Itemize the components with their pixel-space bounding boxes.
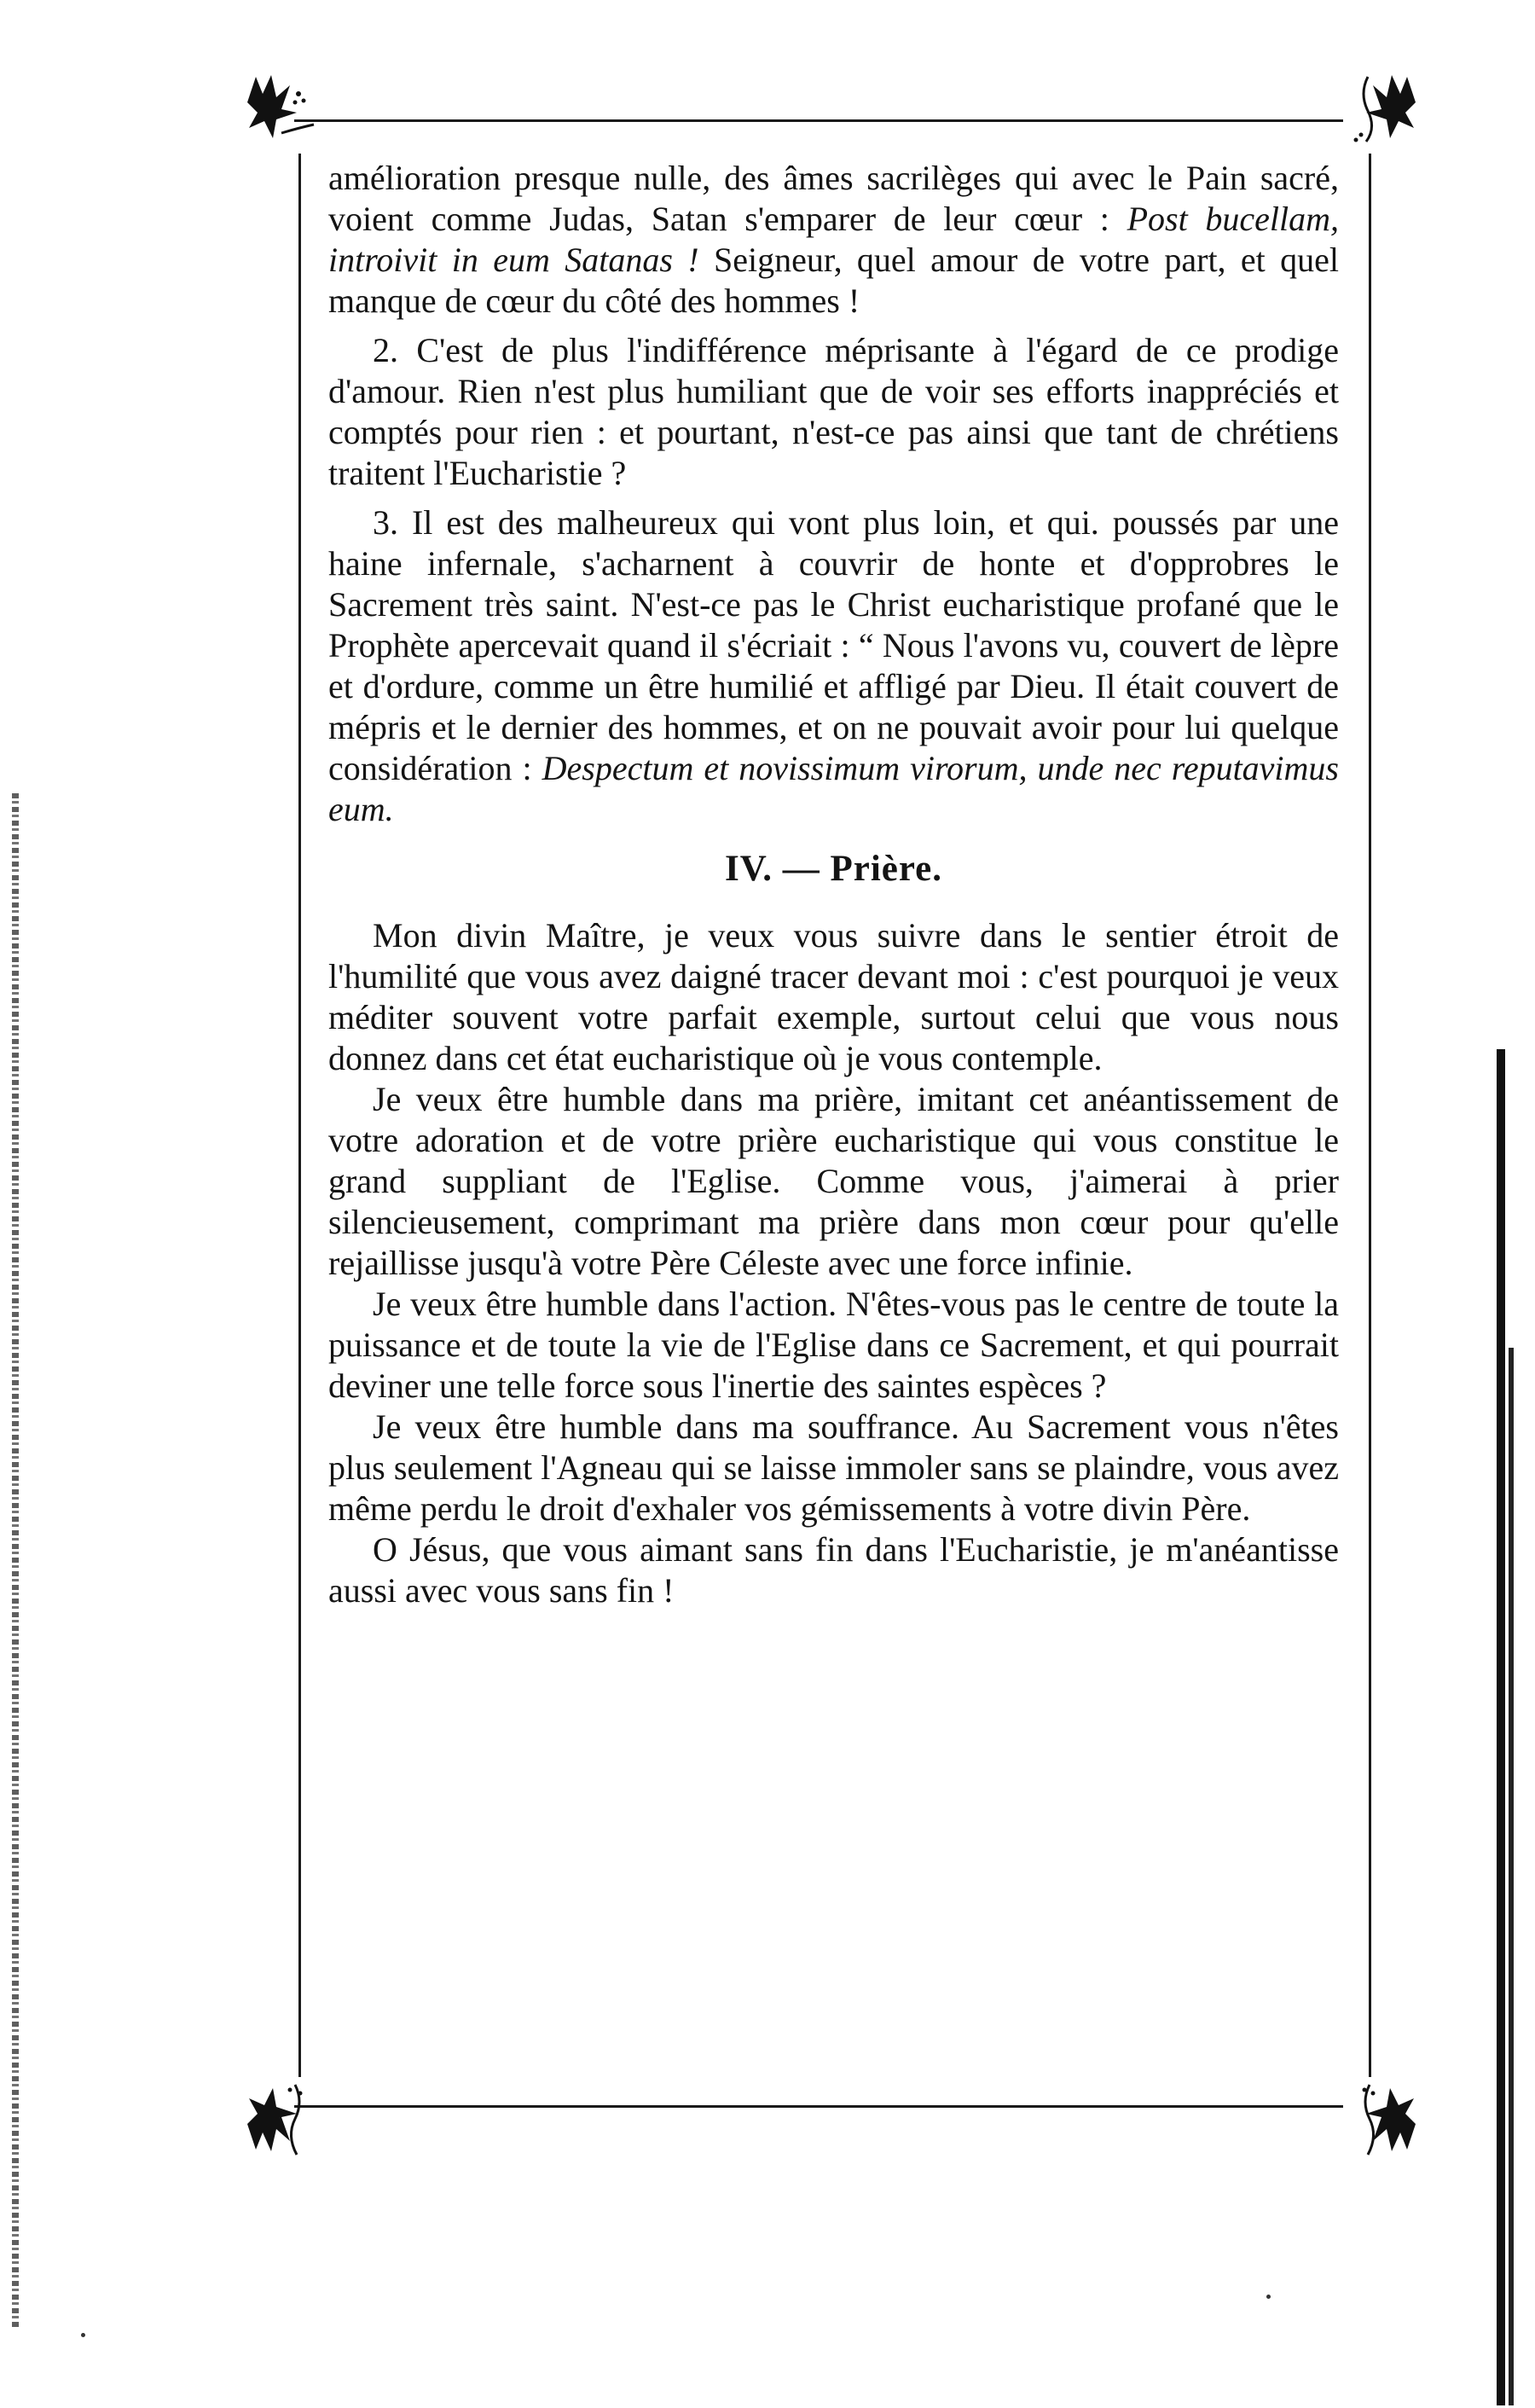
corner-ornament-bottom-right: [1347, 2081, 1424, 2158]
section-heading: IV. — Prière.: [724, 849, 943, 889]
scan-dot: [1266, 2295, 1271, 2299]
frame-bottom-rule: [294, 2105, 1343, 2108]
paragraph-continuation: [328, 158, 1339, 322]
scan-dot: [81, 2333, 85, 2337]
point-3-text: 3. Il est des malheureux qui vont plus loin, et qui. poussés par une haine infernale, s'acharnent à couvrir de honte et d'opprobres le Sacrement très saint. N'est-ce pas le Christ eucharistique profané que le Prophète apercevait quand il s'écriait : “ Nous l'avons vu, couvert de lèpre et d'ordure, comme un être humilié et affligé par Dieu. Il était couvert de mépris et le dernier des hommes, et on ne pouvait avoir pour lui quelque considération :: [328, 503, 1339, 787]
frame-left-rule: [298, 154, 301, 2077]
prayer-paragraph: Je veux être humble dans l'action. N'êtes-vous pas le centre de toute la puissance et de toute la vie de l'Eglise dans ce Sacrement, et qui pourrait deviner une telle force sous l'inertie des saintes espèces ?: [328, 1285, 1339, 1405]
point-3: [328, 502, 1339, 830]
corner-ornament-bottom-left: [239, 2081, 316, 2158]
frame-right-rule: [1369, 154, 1371, 2077]
scan-edge-left: [12, 793, 19, 2329]
scan-edge-right-inner: [1509, 1348, 1514, 2405]
point-3-latin: Despectum et novissimum virorum, unde nec reputavimus eum.: [328, 749, 1339, 828]
corner-ornament-top-right: [1347, 68, 1424, 145]
prayer-paragraph: Je veux être humble dans ma souffrance. Au Sacrement vous n'êtes plus seulement l'Agneau qui se laisse immoler sans se plaindre, vous avez même perdu le droit d'exhaler vos gémissements à votre divin Père.: [328, 1407, 1339, 1528]
continuation-text: amélioration presque nulle, des âmes sacrilèges qui avec le Pain sacré, voient comme Judas, Satan s'emparer de leur cœur :: [328, 159, 1339, 238]
continuation-text-end: Seigneur, quel amour de votre part, et quel manque de cœur du côté des hommes !: [328, 241, 1340, 320]
point-2: 2. C'est de plus l'indifférence méprisante à l'égard de ce prodige d'amour. Rien n'est plus humiliant que de voir ses efforts inappréciés et comptés pour rien : et pourtant, n'est-ce pas ainsi que tant de chrétiens traitent l'Eucharistie ?: [328, 331, 1339, 492]
corner-ornament-top-left: [239, 68, 316, 145]
scan-edge-right: [1497, 1049, 1505, 2405]
prayer-paragraph: O Jésus, que vous aimant sans fin dans l'Eucharistie, je m'anéantisse aussi avec vous sans fin !: [328, 1530, 1339, 1610]
prayer-paragraph: Je veux être humble dans ma prière, imitant cet anéantissement de votre adoration et de votre prière eucharistique qui vous constitue le grand suppliant de l'Eglise. Comme vous, j'aimerai à prier silencieusement, comprimant ma prière dans mon cœur pour qu'elle rejaillisse jusqu'à votre Père Céleste avec une force infinie.: [328, 1080, 1339, 1282]
prayer-paragraph: Mon divin Maître, je veux vous suivre dans le sentier étroit de l'humilité que vous avez daigné tracer devant moi : c'est pourquoi je veux méditer souvent votre parfait exemple, surtout celui que vous nous donnez dans cet état eucharistique où je vous contemple.: [328, 916, 1339, 1077]
frame-top-rule: [294, 119, 1343, 122]
latin-quote: Post bucellam, introivit in eum Satanas !: [328, 200, 1340, 279]
page-text: [328, 158, 1339, 1611]
